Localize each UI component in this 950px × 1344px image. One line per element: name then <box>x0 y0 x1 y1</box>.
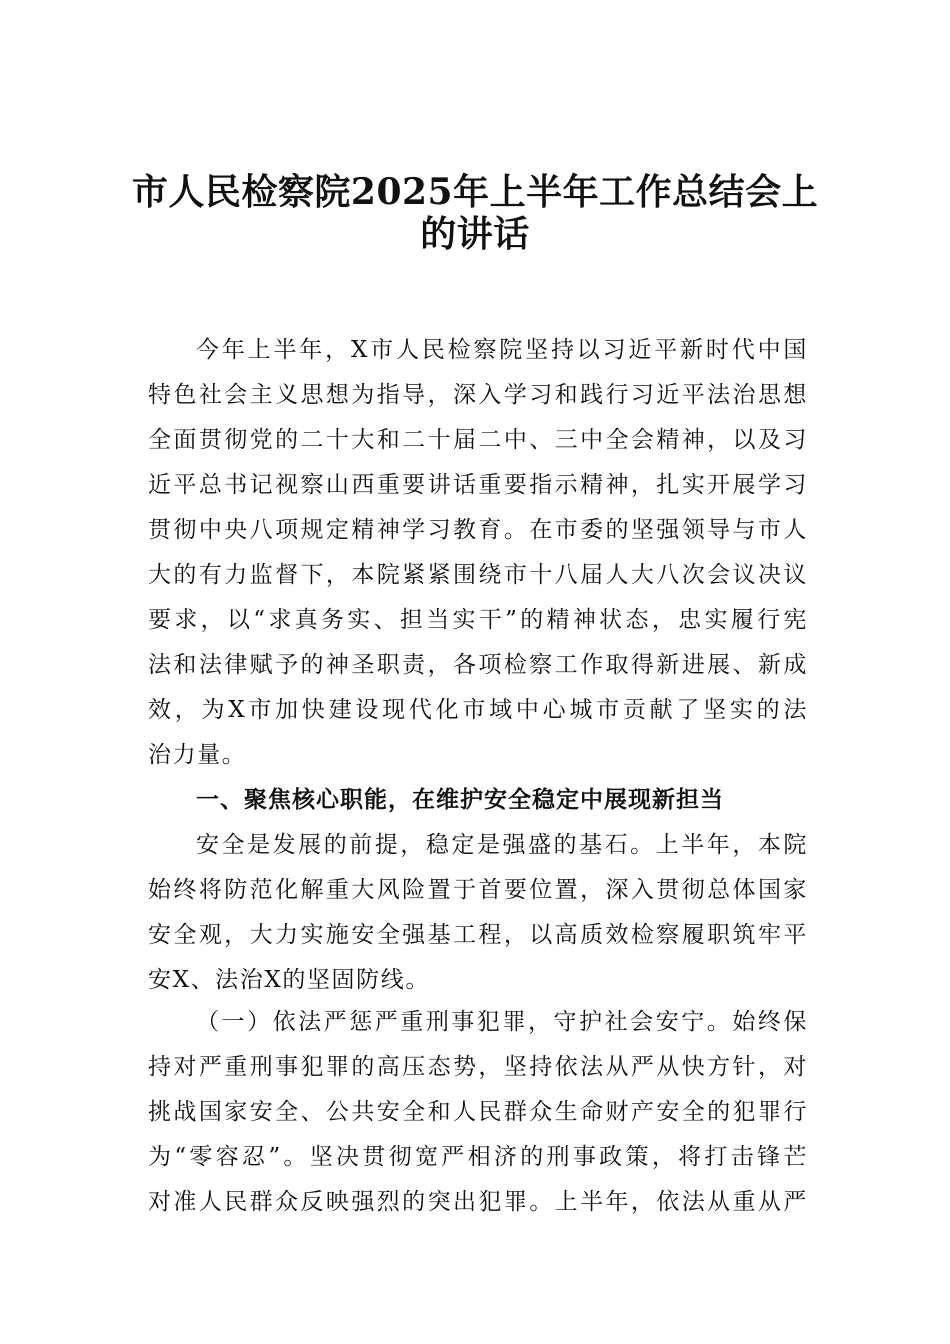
paragraph-line: 安全是发展的前提，稳定是强盛的基石。上半年，本院 <box>196 832 808 858</box>
paragraph-line: 始终将防范化解重大风险置于首要位置，深入贯彻总体国家 <box>148 877 808 903</box>
paragraph-line: 特色社会主义思想为指导，深入学习和践行习近平法治思想 <box>148 382 808 408</box>
paragraph-line: 今年上半年，X市人民检察院坚持以习近平新时代中国 <box>196 337 808 363</box>
paragraph-line: 全面贯彻党的二十大和二十届二中、三中全会精神，以及习 <box>148 427 808 453</box>
section-1-paragraph <box>148 823 808 1003</box>
paragraph-line: 大的有力监督下，本院紧紧围绕市十八届人大八次会议决议 <box>148 562 808 588</box>
document-title-line-1: 市人民检察院2025年上半年工作总结会上 <box>131 171 819 213</box>
paragraph-line: （一）依法严惩严重刑事犯罪，守护社会安宁。始终保 <box>196 1009 808 1035</box>
paragraph-line: 挑战国家安全、公共安全和人民群众生命财产安全的犯罪行 <box>148 1099 808 1125</box>
paragraph-line: 治力量。 <box>148 742 247 768</box>
paragraph-line: 法和法律赋予的神圣职责，各项检察工作取得新进展、新成 <box>148 652 808 678</box>
paragraph-line: 安全观，大力实施安全强基工程，以高质效检察履职筑牢平 <box>148 922 808 948</box>
paragraph-line: 安X、法治X的坚固防线。 <box>148 967 430 993</box>
document-title-line-2: 的讲话 <box>420 213 530 255</box>
paragraph-line: 对准人民群众反映强烈的突出犯罪。上半年，依法从重从严 <box>148 1189 808 1215</box>
section-heading: 一、聚焦核心职能，在维护安全稳定中展现新担当 <box>196 787 724 813</box>
paragraph-line: 为“零容忍”。坚决贯彻宽严相济的刑事政策，将打击锋芒 <box>148 1144 808 1170</box>
paragraph-line: 持对严重刑事犯罪的高压态势，坚持依法从严从快方针，对 <box>148 1054 808 1080</box>
section-1-heading-block <box>148 778 808 823</box>
intro-paragraph <box>148 328 808 778</box>
paragraph-line: 近平总书记视察山西重要讲话重要指示精神，扎实开展学习 <box>148 472 808 498</box>
subsection-1-paragraph <box>148 1000 808 1225</box>
paragraph-line: 贯彻中央八项规定精神学习教育。在市委的坚强领导与市人 <box>148 517 808 543</box>
paragraph-line: 效，为X市加快建设现代化市域中心城市贡献了坚实的法 <box>148 697 808 723</box>
paragraph-line: 要求，以“求真务实、担当实干”的精神状态，忠实履行宪 <box>148 607 808 633</box>
